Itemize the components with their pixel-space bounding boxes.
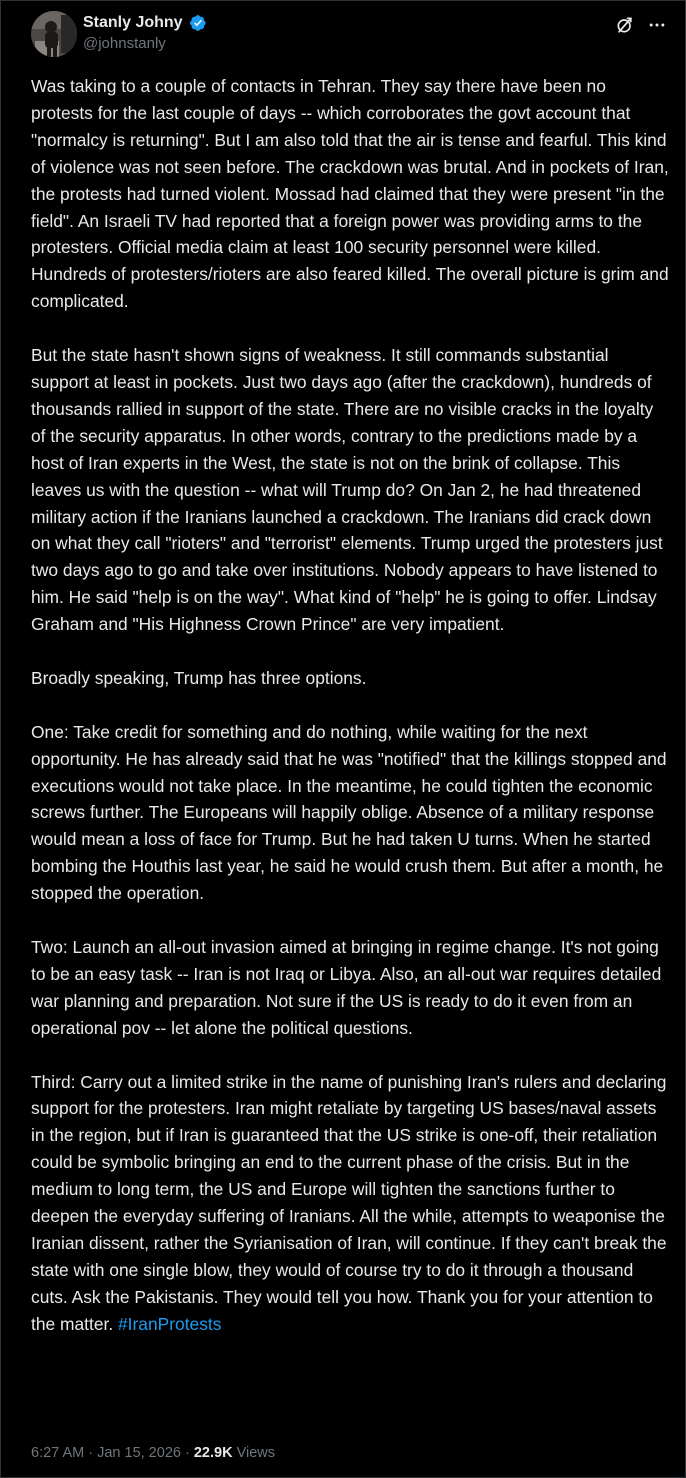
hashtag-link[interactable]: #IranProtests <box>118 1313 222 1334</box>
author-display-name[interactable]: Stanly Johny <box>83 14 183 31</box>
post-metadata <box>31 1442 275 1464</box>
author-handle[interactable]: @johnstanly <box>83 35 166 52</box>
meta-separator: · <box>84 1445 98 1461</box>
post-header <box>31 11 671 59</box>
post-text <box>31 73 671 1338</box>
views-label: Views <box>232 1445 275 1461</box>
post-body: Was taking to a couple of contacts in Tehran. They say there have been no protests for the last couple of days -- which corroborates the govt account that "normalcy is returning". But I am also told that the air is tense and fearful. This kind of violence was not seen before. The crackdown was brutal. And in pockets of Iran, the protests had turned violent. Mossad had claimed that they were present "in the field". An Israeli TV had reported that a foreign power was providing arms to the protesters. Official media claim at least 100 security personnel were killed. Hundreds of protesters/rioters are also feared killed. The overall picture is grim and complicated. But the state hasn't shown signs of weakness. It still commands substantial support at least in pockets. Just two days ago (after the crackdown), hundreds of thousands rallied in support of the state. There are no visible cracks in the loyalty of the security apparatus. In other words, contrary to the predictions made by a host of Iran experts in the West, the state is not on the brink of collapse. This leaves us with the question -- what will Trump do? On Jan 2, he had threatened military action if the Iranians launched a crackdown. The Iranians did crack down on what they call "rioters" and "terrorist" elements. Trump urged the protesters just two days ago to go and take over institutions. Nobody appears to have listened to him. He said "help is on the way". What kind of "help" he is going to offer. Lindsay Graham and "His Highness Crown Prince" are very impatient. Broadly speaking, Trump has three options. One: Take credit for something and do nothing, while waiting for the next opportunity. He has already said that he was "notified" that the killings stopped and executions would not take place. In the meantime, he could tighten the economic screws further. The Europeans will happily oblige. Absence of a military response would mean a loss of face for Trump. But he had taken U turns. When he started bombing the Houthis last year, he said he would crush them. But after a month, he stopped the operation. Two: Launch an all-out invasion aimed at bringing in regime change. It's not going to be an easy task -- Iran is not Iraq or Libya. Also, an all-out war requires detailed war planning and preparation. Not sure if the US is ready to do it even from an operational pov -- let alone the political questions. Third: Carry out a limited strike in the name of punishing Iran's rulers and declaring support for the protesters. Iran might retaliate by targeting US bases/naval assets in the region, but if Iran is guaranteed that the US strike is one-off, their retaliation could be symbolic bringing an end to the current phase of the crisis. But in the medium to long term, the US and Europe will tighten the sanctions further to deepen the everyday suffering of Iranians. All the while, attempts to weaponise the Iranian dissent, rather the Syrianisation of Iran, will continue. If they can't break the state with one single blow, they would of course try to do it through a thousand cuts. Ask the Pakistanis. They would tell you how. Thank you for your attention to the matter. <box>31 76 669 1334</box>
avatar-image <box>31 11 77 57</box>
grok-icon[interactable] <box>615 15 635 35</box>
meta-separator: · <box>180 1445 194 1461</box>
author-info <box>83 13 207 55</box>
post-time[interactable]: 6:27 AM <box>31 1445 85 1461</box>
verified-badge-icon <box>189 14 207 32</box>
post-date[interactable]: Jan 15, 2026 <box>97 1445 181 1461</box>
avatar[interactable] <box>31 11 77 57</box>
views-count[interactable]: 22.9K <box>193 1445 233 1461</box>
more-icon[interactable] <box>647 15 667 35</box>
post-actions-top <box>615 15 667 35</box>
